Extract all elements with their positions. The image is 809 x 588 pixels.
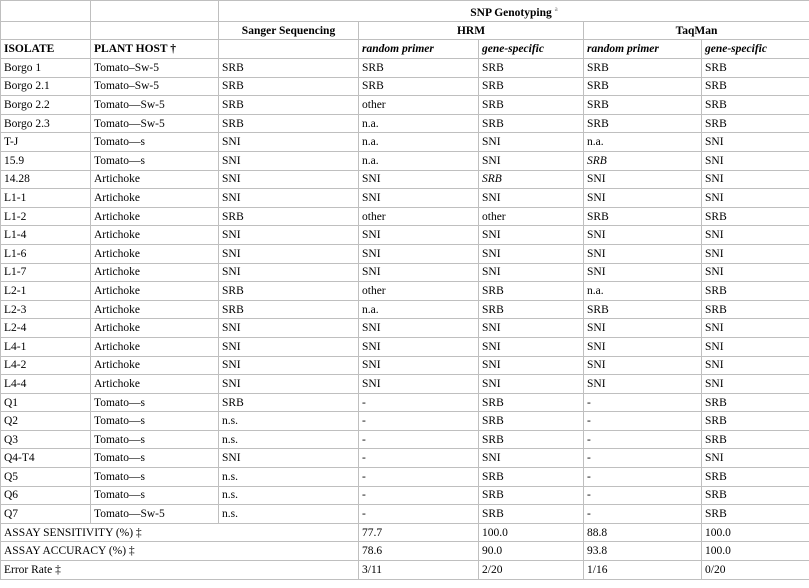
hrm-random-cell: SNI [359,319,479,338]
taq-gene-cell: SRB [702,96,809,115]
taq-random-cell: - [584,468,702,487]
sanger-cell: SNI [219,170,359,189]
hrm-random-cell: SNI [359,375,479,394]
isolate-cell: 15.9 [1,151,91,170]
table-row [1,505,809,524]
table-row [1,207,809,226]
hrm-random-cell: SNI [359,337,479,356]
plant-host-cell: Tomato—s [91,133,219,152]
sanger-cell: SNI [219,449,359,468]
hrm-random-cell: SNI [359,226,479,245]
table-row [1,151,809,170]
table-row [1,412,809,431]
hrm-random-cell: - [359,505,479,524]
taq-random-cell: SNI [584,319,702,338]
table-row [1,170,809,189]
plant-host-cell: Artichoke [91,170,219,189]
plant-host-cell: Tomato—s [91,393,219,412]
sanger-cell: SNI [219,263,359,282]
table-row [1,226,809,245]
table-row [1,468,809,487]
hrm-gene-cell: SNI [479,319,584,338]
table-row [1,244,809,263]
hrm-random-cell: - [359,393,479,412]
header-empty-cell [1,21,91,40]
plant-host-cell: Artichoke [91,319,219,338]
plant-host-cell: Tomato–Sw-5 [91,77,219,96]
hrm-gene-cell: SRB [479,59,584,78]
header-row-3 [1,40,809,59]
taq-random-cell: SNI [584,337,702,356]
hrm-gene-cell: SRB [479,170,584,189]
table-body [1,59,809,524]
isolate-cell: Borgo 2.3 [1,114,91,133]
taq-random-cell: SNI [584,170,702,189]
taq-gene-cell: SNI [702,263,809,282]
table-row [1,319,809,338]
plant-host-cell: Tomato—Sw-5 [91,114,219,133]
taq-gene-header: gene-specific [702,40,809,59]
taq-random-cell: SNI [584,226,702,245]
summary-label: Error Rate ‡ [1,561,359,580]
table-row [1,300,809,319]
header-empty-cell [1,1,91,22]
plant-host-cell: Artichoke [91,263,219,282]
sanger-cell: SRB [219,300,359,319]
sanger-cell: n.s. [219,412,359,431]
hrm-gene-cell: SNI [479,189,584,208]
table-row [1,59,809,78]
sanger-cell: n.s. [219,468,359,487]
hrm-gene-cell: SRB [479,486,584,505]
sanger-cell: SNI [219,337,359,356]
taq-random-cell: SNI [584,356,702,375]
isolate-cell: Q6 [1,486,91,505]
hrm-gene-cell: SRB [479,468,584,487]
hrm-gene-cell: SRB [479,393,584,412]
sanger-cell: SNI [219,356,359,375]
table-row [1,337,809,356]
sanger-cell: SRB [219,207,359,226]
taq-gene-cell: SRB [702,300,809,319]
isolate-cell: Q1 [1,393,91,412]
hrm-header: HRM [359,21,584,40]
hrm-random-header: random primer [359,40,479,59]
hrm-random-cell: - [359,468,479,487]
hrm-gene-cell: SNI [479,356,584,375]
taq-random-cell: SRB [584,151,702,170]
taq-random-cell: 88.8 [584,523,702,542]
taq-gene-cell: SNI [702,356,809,375]
summary-label: ASSAY SENSITIVITY (%) ‡ [1,523,359,542]
hrm-random-cell: n.a. [359,300,479,319]
isolate-cell: L1-2 [1,207,91,226]
table-row [1,393,809,412]
isolate-cell: Q4-T4 [1,449,91,468]
taq-gene-cell: SNI [702,319,809,338]
taq-random-cell: 1/16 [584,561,702,580]
taq-random-cell: - [584,505,702,524]
taq-gene-cell: SRB [702,486,809,505]
taq-gene-cell: SNI [702,226,809,245]
hrm-random-cell: - [359,449,479,468]
header-empty-cell [91,21,219,40]
taq-gene-cell: SRB [702,393,809,412]
plant-host-cell: Tomato–Sw-5 [91,59,219,78]
sanger-cell: SNI [219,244,359,263]
sanger-cell: SRB [219,96,359,115]
taq-random-cell: SRB [584,300,702,319]
header-row-2 [1,21,809,40]
hrm-gene-cell: SRB [479,77,584,96]
summary-row [1,561,809,580]
hrm-gene-cell: SNI [479,244,584,263]
footnote-marker: a [554,5,558,13]
table-row [1,375,809,394]
taq-random-cell: - [584,486,702,505]
hrm-random-cell: other [359,282,479,301]
taq-random-cell: SRB [584,114,702,133]
isolate-cell: Borgo 2.1 [1,77,91,96]
sanger-cell: n.s. [219,486,359,505]
hrm-random-cell: other [359,207,479,226]
isolate-cell: L1-4 [1,226,91,245]
taq-gene-cell: SRB [702,282,809,301]
hrm-gene-cell: SRB [479,505,584,524]
sanger-cell: SRB [219,114,359,133]
taq-random-cell: 93.8 [584,542,702,561]
plant-host-cell: Tomato—s [91,486,219,505]
snp-genotyping-label: SNP Genotyping [470,6,552,19]
isolate-cell: L4-4 [1,375,91,394]
table-row [1,133,809,152]
sanger-cell: n.s. [219,430,359,449]
hrm-random-cell: SNI [359,170,479,189]
table-row [1,430,809,449]
plant-host-header: PLANT HOST † [91,40,219,59]
sanger-cell: SRB [219,282,359,301]
plant-host-cell: Artichoke [91,226,219,245]
isolate-cell: Q7 [1,505,91,524]
table-row [1,449,809,468]
hrm-gene-cell: SNI [479,337,584,356]
taq-random-cell: SRB [584,96,702,115]
isolate-cell: Borgo 2.2 [1,96,91,115]
plant-host-cell: Tomato—s [91,151,219,170]
taq-random-cell: SRB [584,59,702,78]
plant-host-cell: Tomato—s [91,449,219,468]
hrm-random-cell: n.a. [359,114,479,133]
sanger-cell: SNI [219,189,359,208]
plant-host-cell: Tomato—Sw-5 [91,96,219,115]
header-row-1 [1,1,809,22]
hrm-gene-cell: SNI [479,133,584,152]
isolate-cell: Q3 [1,430,91,449]
plant-host-cell: Artichoke [91,244,219,263]
hrm-random-cell: 3/11 [359,561,479,580]
isolate-cell: Q2 [1,412,91,431]
taq-random-cell: SNI [584,263,702,282]
hrm-gene-cell: other [479,207,584,226]
header-empty-cell [91,1,219,22]
sanger-cell: SNI [219,375,359,394]
sanger-cell: SRB [219,59,359,78]
isolate-cell: L2-4 [1,319,91,338]
plant-host-cell: Artichoke [91,300,219,319]
taq-gene-cell: SRB [702,207,809,226]
taq-random-cell: SRB [584,77,702,96]
sanger-cell: SRB [219,77,359,96]
plant-host-cell: Artichoke [91,375,219,394]
hrm-random-cell: - [359,486,479,505]
taq-gene-cell: 0/20 [702,561,809,580]
isolate-cell: L2-3 [1,300,91,319]
table-row [1,356,809,375]
snp-genotyping-header [219,1,809,22]
table-row [1,263,809,282]
hrm-random-cell: - [359,412,479,431]
taq-gene-cell: SRB [702,505,809,524]
taq-gene-cell: SRB [702,59,809,78]
taq-random-cell: SNI [584,189,702,208]
hrm-random-cell: SNI [359,263,479,282]
taq-gene-cell: SRB [702,77,809,96]
isolate-cell: L1-7 [1,263,91,282]
table-row [1,486,809,505]
hrm-gene-cell: SRB [479,412,584,431]
plant-host-cell: Artichoke [91,189,219,208]
header-empty-cell [219,40,359,59]
sanger-cell: n.s. [219,505,359,524]
sanger-header: Sanger Sequencing [219,21,359,40]
hrm-random-cell: n.a. [359,151,479,170]
taq-gene-cell: SNI [702,375,809,394]
taq-random-cell: SRB [584,207,702,226]
isolate-cell: L1-6 [1,244,91,263]
hrm-gene-cell: SNI [479,375,584,394]
hrm-gene-cell: SNI [479,263,584,282]
hrm-gene-cell: SRB [479,96,584,115]
isolate-cell: L2-1 [1,282,91,301]
plant-host-cell: Artichoke [91,282,219,301]
isolate-cell: Borgo 1 [1,59,91,78]
taq-random-cell: - [584,449,702,468]
taq-gene-cell: SRB [702,412,809,431]
taq-gene-cell: SRB [702,468,809,487]
taq-gene-cell: SNI [702,151,809,170]
hrm-gene-cell: SRB [479,282,584,301]
taq-random-header: random primer [584,40,702,59]
plant-host-cell: Tomato—s [91,412,219,431]
hrm-gene-header: gene-specific [479,40,584,59]
plant-host-cell: Artichoke [91,337,219,356]
plant-host-cell: Tomato—s [91,430,219,449]
table-row [1,77,809,96]
hrm-gene-cell: SRB [479,430,584,449]
taq-random-cell: SNI [584,244,702,263]
taq-gene-cell: SNI [702,449,809,468]
isolate-header: ISOLATE [1,40,91,59]
hrm-random-cell: SNI [359,244,479,263]
hrm-random-cell: SNI [359,189,479,208]
isolate-cell: 14.28 [1,170,91,189]
summary-row [1,542,809,561]
table-row [1,189,809,208]
hrm-random-cell: 78.6 [359,542,479,561]
taq-gene-cell: SNI [702,337,809,356]
hrm-gene-cell: SRB [479,114,584,133]
taq-random-cell: - [584,393,702,412]
hrm-random-cell: other [359,96,479,115]
isolate-cell: Q5 [1,468,91,487]
taq-gene-cell: SNI [702,133,809,152]
hrm-gene-cell: SNI [479,449,584,468]
taq-gene-cell: 100.0 [702,523,809,542]
sanger-cell: SNI [219,319,359,338]
taq-random-cell: n.a. [584,133,702,152]
taqman-header: TaqMan [584,21,809,40]
taq-gene-cell: 100.0 [702,542,809,561]
hrm-gene-cell: 100.0 [479,523,584,542]
sanger-cell: SNI [219,151,359,170]
hrm-random-cell: 77.7 [359,523,479,542]
taq-random-cell: - [584,430,702,449]
table-row [1,282,809,301]
hrm-random-cell: SRB [359,77,479,96]
summary-label: ASSAY ACCURACY (%) ‡ [1,542,359,561]
taq-gene-cell: SRB [702,114,809,133]
taq-random-cell: SNI [584,375,702,394]
hrm-random-cell: SRB [359,59,479,78]
isolate-cell: L4-1 [1,337,91,356]
taq-random-cell: n.a. [584,282,702,301]
hrm-gene-cell: SNI [479,226,584,245]
table-summary [1,523,809,579]
table-row [1,114,809,133]
sanger-cell: SNI [219,133,359,152]
hrm-gene-cell: 2/20 [479,561,584,580]
isolate-cell: T-J [1,133,91,152]
plant-host-cell: Artichoke [91,207,219,226]
plant-host-cell: Tomato—s [91,468,219,487]
table-row [1,96,809,115]
taq-gene-cell: SNI [702,189,809,208]
plant-host-cell: Tomato—Sw-5 [91,505,219,524]
hrm-gene-cell: SRB [479,300,584,319]
taq-gene-cell: SRB [702,430,809,449]
sanger-cell: SRB [219,393,359,412]
hrm-gene-cell: 90.0 [479,542,584,561]
hrm-random-cell: SNI [359,356,479,375]
summary-row [1,523,809,542]
sanger-cell: SNI [219,226,359,245]
hrm-random-cell: n.a. [359,133,479,152]
taq-gene-cell: SNI [702,170,809,189]
isolate-cell: L4-2 [1,356,91,375]
hrm-random-cell: - [359,430,479,449]
hrm-gene-cell: SNI [479,151,584,170]
plant-host-cell: Artichoke [91,356,219,375]
taq-gene-cell: SNI [702,244,809,263]
taq-random-cell: - [584,412,702,431]
isolate-cell: L1-1 [1,189,91,208]
